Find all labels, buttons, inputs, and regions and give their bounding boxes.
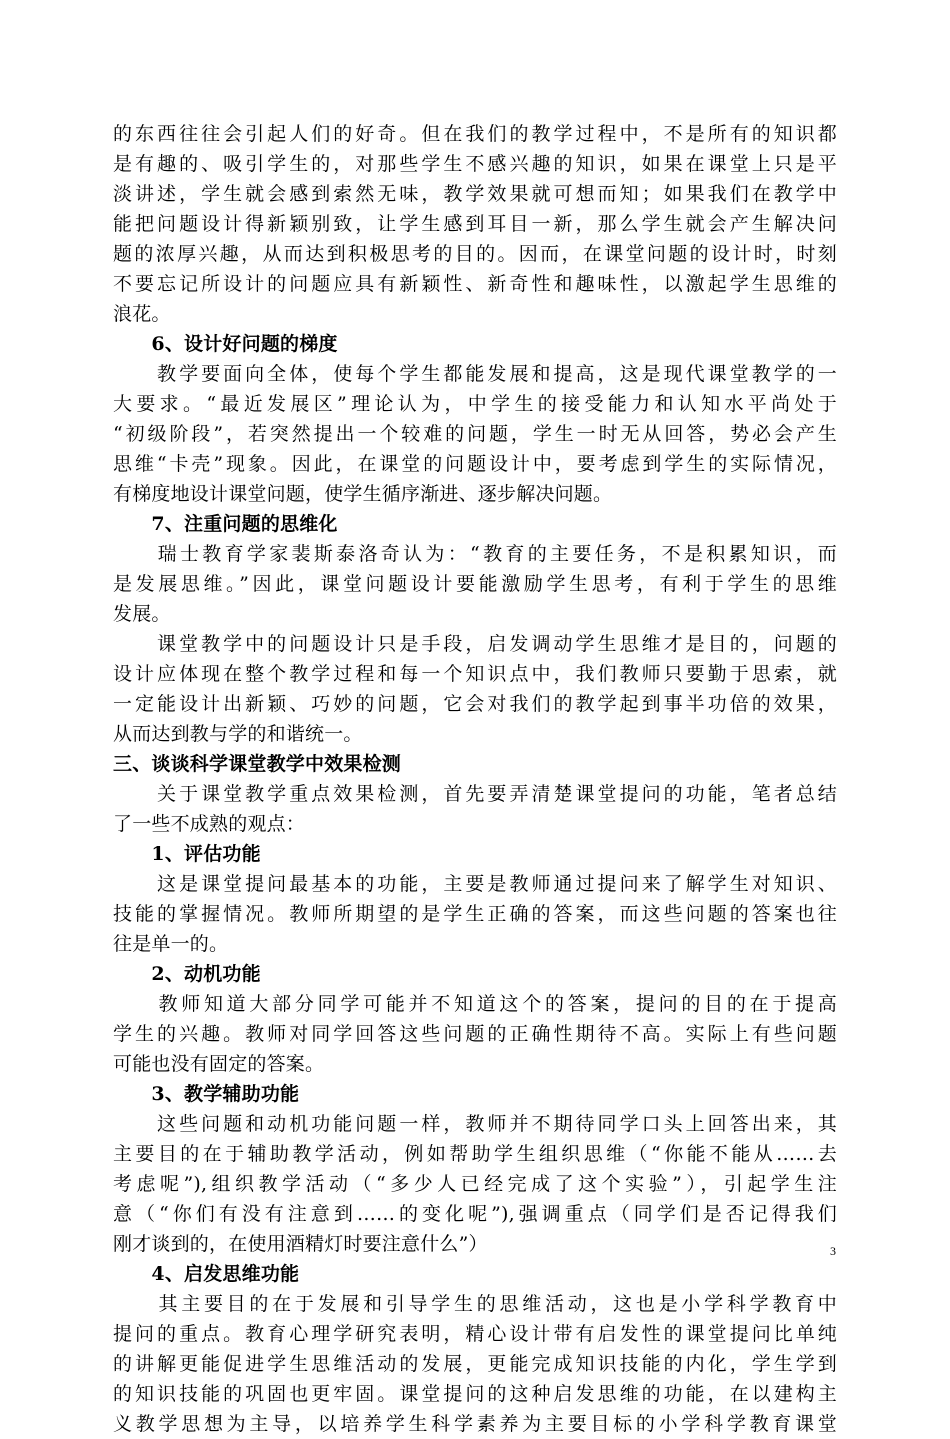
body-line: 是有趣的、吸引学生的，对那些学生不感兴趣的知识，如果在课堂上只是平 — [113, 153, 837, 175]
body-line: 题的浓厚兴趣，从而达到积极思考的目的。因而，在课堂问题的设计时，时刻 — [113, 243, 837, 265]
body-line: 瑞士教育学家裴斯泰洛奇认为：“教育的主要任务，不是积累知识，而 — [113, 543, 837, 565]
body-line: 的东西往往会引起人们的好奇。但在我们的教学过程中，不是所有的知识都 — [113, 123, 837, 145]
body-line: 其主要目的在于发展和引导学生的思维活动，这也是小学科学教育中 — [113, 1293, 837, 1315]
body-line: 这是课堂提问最基本的功能，主要是教师通过提问来了解学生对知识、 — [113, 873, 837, 895]
body-line: 教学要面向全体，使每个学生都能发展和提高，这是现代课堂教学的一 — [113, 363, 837, 385]
body-line: 技能的掌握情况。教师所期望的是学生正确的答案，而这些问题的答案也往 — [113, 903, 837, 925]
chapter-heading: 三、谈谈科学课堂教学中效果检测 — [113, 753, 402, 775]
body-line: 这些问题和动机功能问题一样，教师并不期待同学口头上回答出来，其 — [113, 1113, 837, 1135]
body-line: 义教学思想为主导，以培养学生科学素养为主要目标的小学科学教育课堂 — [113, 1413, 837, 1435]
section-heading: 7、注重问题的思维化 — [113, 513, 338, 535]
body-line: 主要目的在于辅助教学活动，例如帮助学生组织思维（“你能不能从……去 — [113, 1143, 837, 1165]
body-line: 的知识技能的巩固也更牢固。课堂提问的这种启发思维的功能，在以建构主 — [113, 1383, 837, 1405]
body-line: 不要忘记所设计的问题应具有新颖性、新奇性和趣味性，以激起学生思维的 — [113, 273, 837, 295]
body-line: 考虑呢”),组织教学活动（“多少人已经完成了这个实验”），引起学生注 — [113, 1173, 837, 1195]
body-line: 意（“你们有没有注意到……的变化呢”),强调重点（同学们是否记得我们 — [113, 1203, 837, 1225]
body-line: 是发展思维。”因此，课堂问题设计要能激励学生思考，有利于学生的思维 — [113, 573, 837, 595]
body-line: 了一些不成熟的观点： — [113, 813, 306, 835]
body-line: 的讲解更能促进学生思维活动的发展，更能完成知识技能的内化，学生学到 — [113, 1353, 837, 1375]
section-heading: 2、动机功能 — [113, 963, 261, 985]
body-line: 关于课堂教学重点效果检测，首先要弄清楚课堂提问的功能，笔者总结 — [113, 783, 837, 805]
body-line: 浪花。 — [113, 303, 171, 325]
body-line: 刚才谈到的，在使用酒精灯时要注意什么”） — [113, 1233, 488, 1255]
body-line: 思维“卡壳”现象。因此，在课堂的问题设计中，要考虑到学生的实际情况， — [113, 453, 837, 475]
body-line: 课堂教学中的问题设计只是手段，启发调动学生思维才是目的，问题的 — [113, 633, 837, 655]
document-body — [113, 119, 837, 1439]
section-heading: 3、教学辅助功能 — [113, 1083, 300, 1105]
body-line: 教师知道大部分同学可能并不知道这个的答案，提问的目的在于提高 — [113, 993, 837, 1015]
body-line: 设计应体现在整个教学过程和每一个知识点中，我们教师只要勤于思索，就 — [113, 663, 837, 685]
section-heading: 6、设计好问题的梯度 — [113, 333, 338, 355]
body-line: “初级阶段”，若突然提出一个较难的问题，学生一时无从回答，势必会产生 — [113, 423, 837, 445]
section-heading: 1、评估功能 — [113, 843, 261, 865]
body-line: 一定能设计出新颖、巧妙的问题，它会对我们的教学起到事半功倍的效果， — [113, 693, 837, 715]
body-line: 可能也没有固定的答案。 — [113, 1053, 325, 1075]
body-line: 从而达到教与学的和谐统一。 — [113, 723, 363, 745]
body-line: 提问的重点。教育心理学研究表明，精心设计带有启发性的课堂提问比单纯 — [113, 1323, 837, 1345]
body-line: 淡讲述，学生就会感到索然无味，教学效果就可想而知；如果我们在教学中 — [113, 183, 837, 205]
body-line: 能把问题设计得新颖别致，让学生感到耳目一新，那么学生就会产生解决问 — [113, 213, 837, 235]
body-line: 大要求。“最近发展区”理论认为，中学生的接受能力和认知水平尚处于 — [113, 393, 837, 415]
body-line: 学生的兴趣。教师对同学回答这些问题的正确性期待不高。实际上有些问题 — [113, 1023, 837, 1045]
body-line: 有梯度地设计课堂问题，使学生循序渐进、逐步解决问题。 — [113, 483, 613, 505]
body-line: 往是单一的。 — [113, 933, 229, 955]
section-heading: 4、启发思维功能 — [113, 1263, 300, 1285]
body-line: 发展。 — [113, 603, 171, 625]
page-number: 3 — [830, 1244, 836, 1258]
